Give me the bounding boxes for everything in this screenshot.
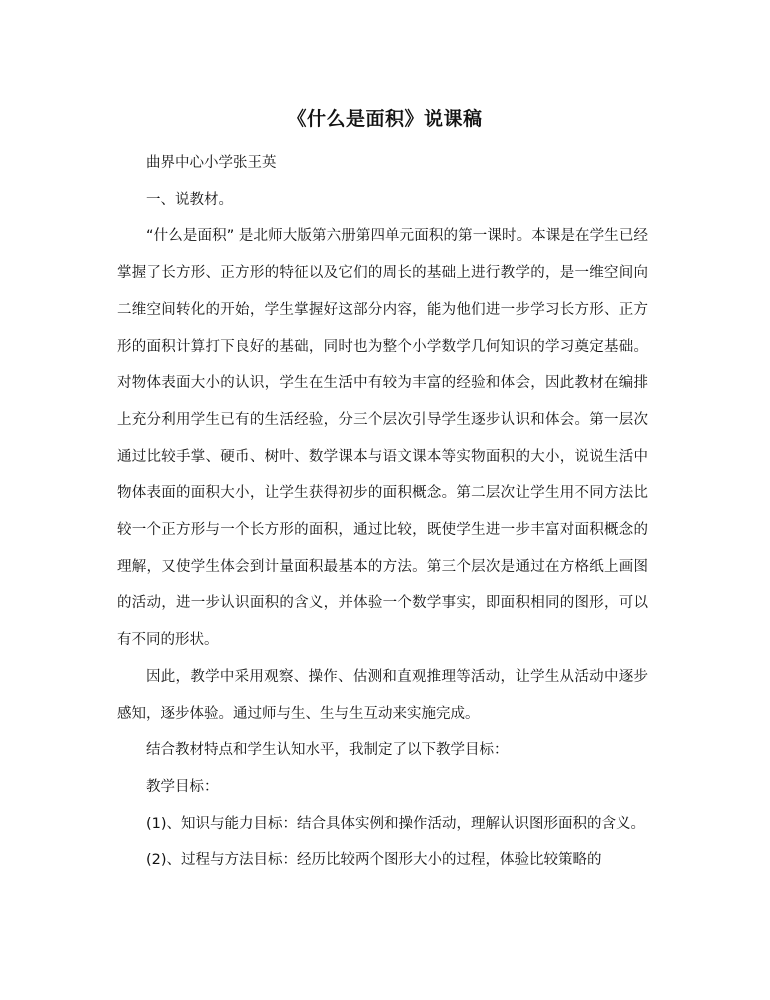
document-body: [117, 145, 648, 879]
paragraph: 结合教材特点和学生认知水平，我制定了以下教学目标：: [146, 742, 509, 759]
paragraph: “什么是面积” 是北师大版第六册第四单元面积的第一课时。本课是在学生已经掌握了长方形、正方形的特征以及它们的周长的基础上进行教学的，是一维空间向二维空间转化的开始，学生掌握好这部分内容，能为他们进一步学习长方形、正方形的面积计算打下良好的基础，同时也为整个小学数学几何知识的学习奠定基础。对物体表面大小的认识，学生在生活中有较为丰富的经验和体会，因此教材在编排上充分利用学生已有的生活经验，分三个层次引导学生逐步认识和体会。第一层次通过比较手掌、硬币、树叶、数学课本与语文课本等实物面积的大小，说说生活中物体表面的面积大小，让学生获得初步的面积概念。第二层次让学生用不同方法比较一个正方形与一个长方形的面积，通过比较，既使学生进一步丰富对面积概念的理解，又使学生体会到计量面积最基本的方法。第三个层次是通过在方格纸上画图的活动，进一步认识面积的含义，并体验一个数学事实，即面积相同的图形，可以有不同的形状。: [117, 228, 648, 649]
section-heading: 一、说教材。: [146, 191, 233, 208]
paragraph: 教学目标：: [146, 778, 219, 795]
paragraph: 因此，教学中采用观察、操作、估测和直观推理等活动，让学生从活动中逐步感知，逐步体验。通过师与生、生与生互动来实施完成。: [117, 668, 648, 722]
paragraph: (2)、过程与方法目标：经历比较两个图形大小的过程，体验比较策略的: [146, 852, 602, 869]
author-line: 曲界中心小学张王英: [146, 155, 277, 171]
document-title: 《什么是面积》说课稿: [287, 108, 483, 130]
paragraph: (1)、知识与能力目标：结合具体实例和操作活动，理解认识图形面积的含义。: [146, 815, 646, 832]
